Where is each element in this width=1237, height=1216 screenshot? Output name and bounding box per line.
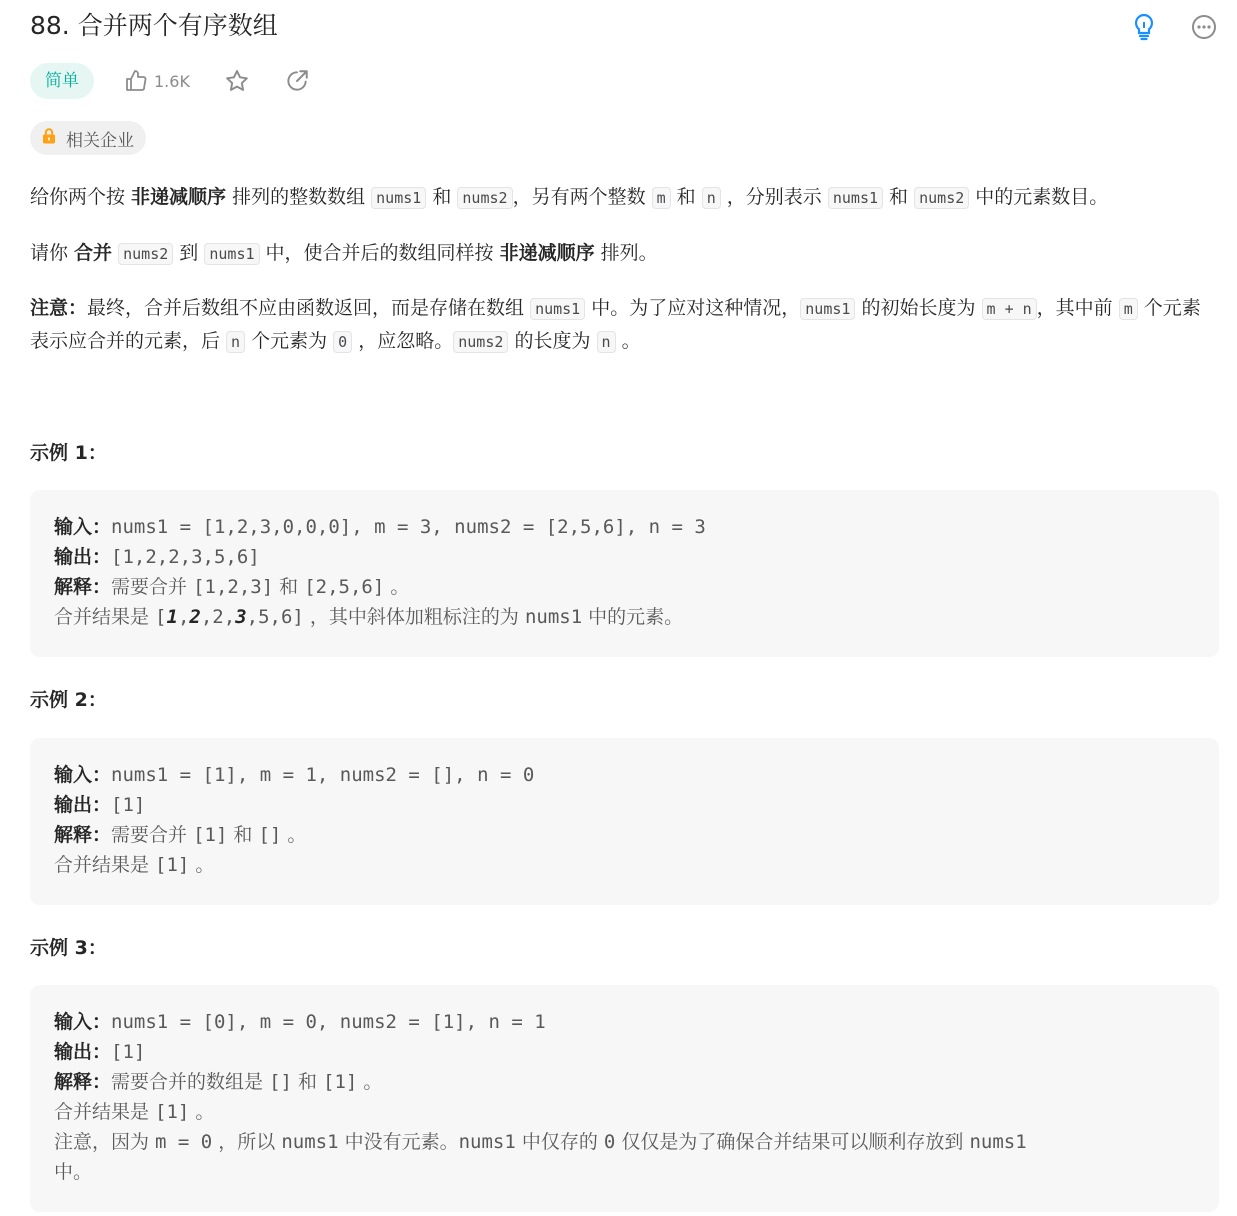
example-1-explanation: 解释：需要合并 [1,2,3] 和 [2,5,6] 。	[54, 576, 410, 598]
example-2-input: 输入：nums1 = [1], m = 1, nums2 = [], n = 0	[54, 764, 535, 786]
example-1-output: 输出：[1,2,2,3,5,6]	[54, 546, 260, 568]
example-3-result: 合并结果是 [1] 。	[54, 1101, 215, 1123]
example-1-title: 示例 1：	[30, 442, 107, 464]
example-2-output: 输出：[1]	[54, 794, 146, 816]
example-2-explanation: 解释：需要合并 [1] 和 [] 。	[54, 824, 307, 846]
favorite-button[interactable]	[224, 68, 250, 94]
example-1-result: 合并结果是 [1,2,2,3,5,6] ，其中斜体加粗标注的为 nums1 中的元素。	[54, 606, 684, 628]
example-1-box	[30, 490, 1219, 657]
more-icon[interactable]	[1189, 12, 1219, 42]
example-3-note: 注意，因为 m = 0 ，所以 nums1 中没有元素。nums1 中仅存的 0 仅仅是为了确保合并结果可以顺利存放到 nums1 中。	[54, 1131, 1027, 1183]
star-icon	[224, 68, 250, 94]
like-count: 1.6K	[154, 71, 190, 91]
company-tag-label: 相关企业	[66, 130, 134, 151]
example-3-box	[30, 985, 1219, 1212]
difficulty-badge: 简单	[30, 63, 94, 99]
example-2-title: 示例 2：	[30, 689, 107, 711]
example-3-input: 输入：nums1 = [0], m = 0, nums2 = [1], n = 1	[54, 1011, 546, 1033]
example-2-box	[30, 738, 1219, 905]
share-icon	[284, 68, 310, 94]
title-actions	[1129, 12, 1219, 42]
like-button[interactable]	[124, 69, 190, 93]
description-paragraph-3: 注意：最终，合并后数组不应由函数返回，而是存储在数组 nums1 中。为了应对这种情况， nums1 的初始长度为 m + n ，其中前 m 个元素表示应合并的元素，后 n 个元素为 0 ，应忽略。 nums2 的长度为 n 。	[30, 297, 1201, 352]
description-paragraph-1: 给你两个按 非递减顺序 排列的整数数组 nums1 和 nums2 ，另有两个整数 m 和 n ，分别表示 nums1 和 nums2 中的元素数目。	[30, 186, 1109, 208]
example-1-input: 输入：nums1 = [1,2,3,0,0,0], m = 3, nums2 = [2,5,6], n = 3	[54, 516, 706, 538]
share-button[interactable]	[284, 68, 310, 94]
example-3-output: 输出：[1]	[54, 1041, 146, 1063]
example-3-title: 示例 3：	[30, 937, 107, 959]
company-tag[interactable]	[30, 121, 146, 155]
meta-row	[30, 63, 344, 99]
page-title: 88. 合并两个有序数组	[30, 11, 278, 40]
thumbs-up-icon	[124, 69, 148, 93]
description-paragraph-2: 请你 合并 nums2 到 nums1 中，使合并后的数组同样按 非递减顺序 排列。	[30, 242, 658, 264]
lock-icon	[42, 128, 56, 149]
example-2-result: 合并结果是 [1] 。	[54, 854, 215, 876]
title-row	[30, 6, 1219, 46]
lightbulb-icon[interactable]	[1129, 12, 1159, 42]
example-3-explanation: 解释：需要合并的数组是 [] 和 [1] 。	[54, 1071, 383, 1093]
